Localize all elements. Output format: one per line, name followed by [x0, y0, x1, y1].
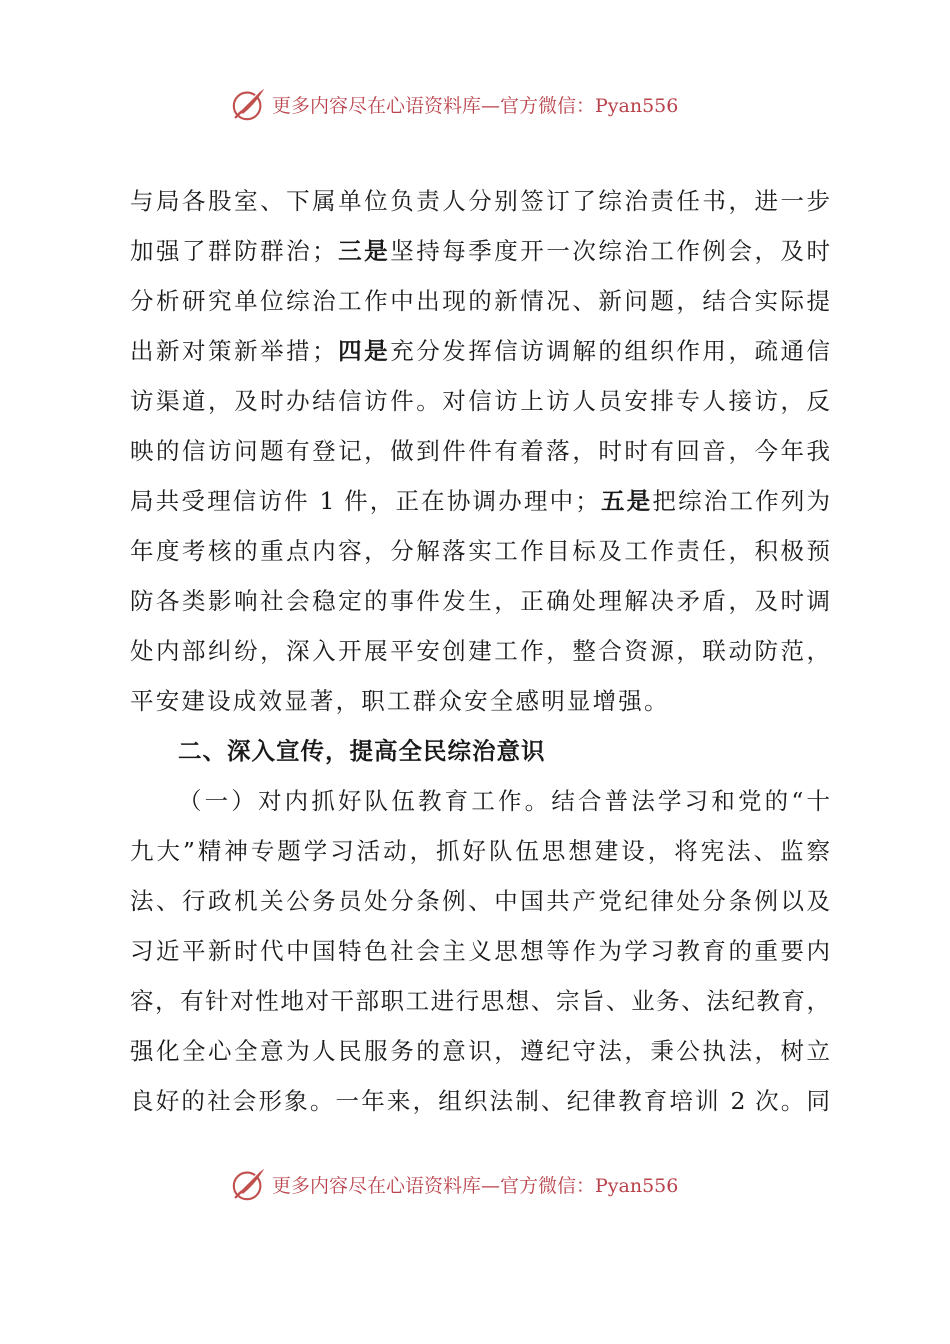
paragraph-line: 习近平新时代中国特色社会主义思想等作为学习教育的重要内: [130, 937, 830, 965]
text-run: 出新对策新举措；: [130, 337, 336, 365]
paragraph-line: 年度考核的重点内容，分解落实工作目标及工作责任，积极预: [130, 537, 830, 565]
text-run: 加强了群防群治；: [130, 237, 336, 265]
paragraph-line: 防各类影响社会稳定的事件发生，正确处理解决矛盾，及时调: [130, 587, 830, 615]
paragraph-line: 映的信访问题有登记，做到件件有着落，时时有回音，今年我: [130, 437, 830, 465]
paragraph-line: 容，有针对性地对干部职工进行思想、宗旨、业务、法纪教育，: [130, 987, 830, 1015]
paragraph-line: 良好的社会形象。一年来，组织法制、纪律教育培训 2 次。同: [130, 1087, 830, 1115]
paragraph-line: 九大”精神专题学习活动，抓好队伍思想建设，将宪法、监察: [130, 837, 830, 865]
bold-enumerator: 四是: [335, 337, 391, 365]
banner-text: 更多内容尽在心语资料库—官方微信：: [272, 94, 596, 117]
paragraph-line: [130, 226, 830, 276]
paragraph-line: 处内部纠纷，深入开展平安创建工作，整合资源，联动防范，: [130, 637, 830, 665]
paragraph-line: [130, 476, 830, 526]
banner-wechat-id: Pyan556: [595, 94, 679, 117]
text-run: 局共受理信访件 1 件，正在协调办理中；: [130, 487, 599, 515]
banner-text: 更多内容尽在心语资料库—官方微信：: [272, 1174, 596, 1197]
paragraph-line: 强化全心全意为人民服务的意识，遵纪守法，秉公执法，树立: [130, 1037, 830, 1065]
paragraph-line: [130, 326, 830, 376]
paragraph-line: 与局各股室、下属单位负责人分别签订了综治责任书，进一步: [130, 187, 830, 215]
paragraph-line: 分析研究单位综治工作中出现的新情况、新问题，结合实际提: [130, 287, 830, 315]
text-run: 把综治工作列为: [652, 487, 831, 515]
footer-watermark-banner: [230, 1164, 750, 1204]
text-run: 充分发挥信访调解的组织作用，疏通信: [390, 337, 831, 365]
paragraph-line: 平安建设成效显著，职工群众安全感明显增强。: [130, 687, 670, 715]
quill-pen-logo-icon: [230, 1165, 268, 1203]
paragraph-line: 访渠道，及时办结信访件。对信访上访人员安排专人接访，反: [130, 387, 830, 415]
section-heading: 二、深入宣传，提高全民综治意识: [178, 737, 546, 765]
paragraph-line: （一）对内抓好队伍教育工作。结合普法学习和党的“十: [178, 787, 830, 815]
text-run: 坚持每季度开一次综治工作例会，及时: [390, 237, 831, 265]
bold-enumerator: 五是: [598, 487, 653, 515]
header-watermark-banner: [230, 84, 750, 124]
banner-wechat-id: Pyan556: [595, 1174, 679, 1197]
bold-enumerator: 三是: [335, 237, 391, 265]
quill-pen-logo-icon: [230, 85, 268, 123]
paragraph-line: 法、行政机关公务员处分条例、中国共产党纪律处分条例以及: [130, 887, 830, 915]
document-body: [130, 176, 830, 1126]
